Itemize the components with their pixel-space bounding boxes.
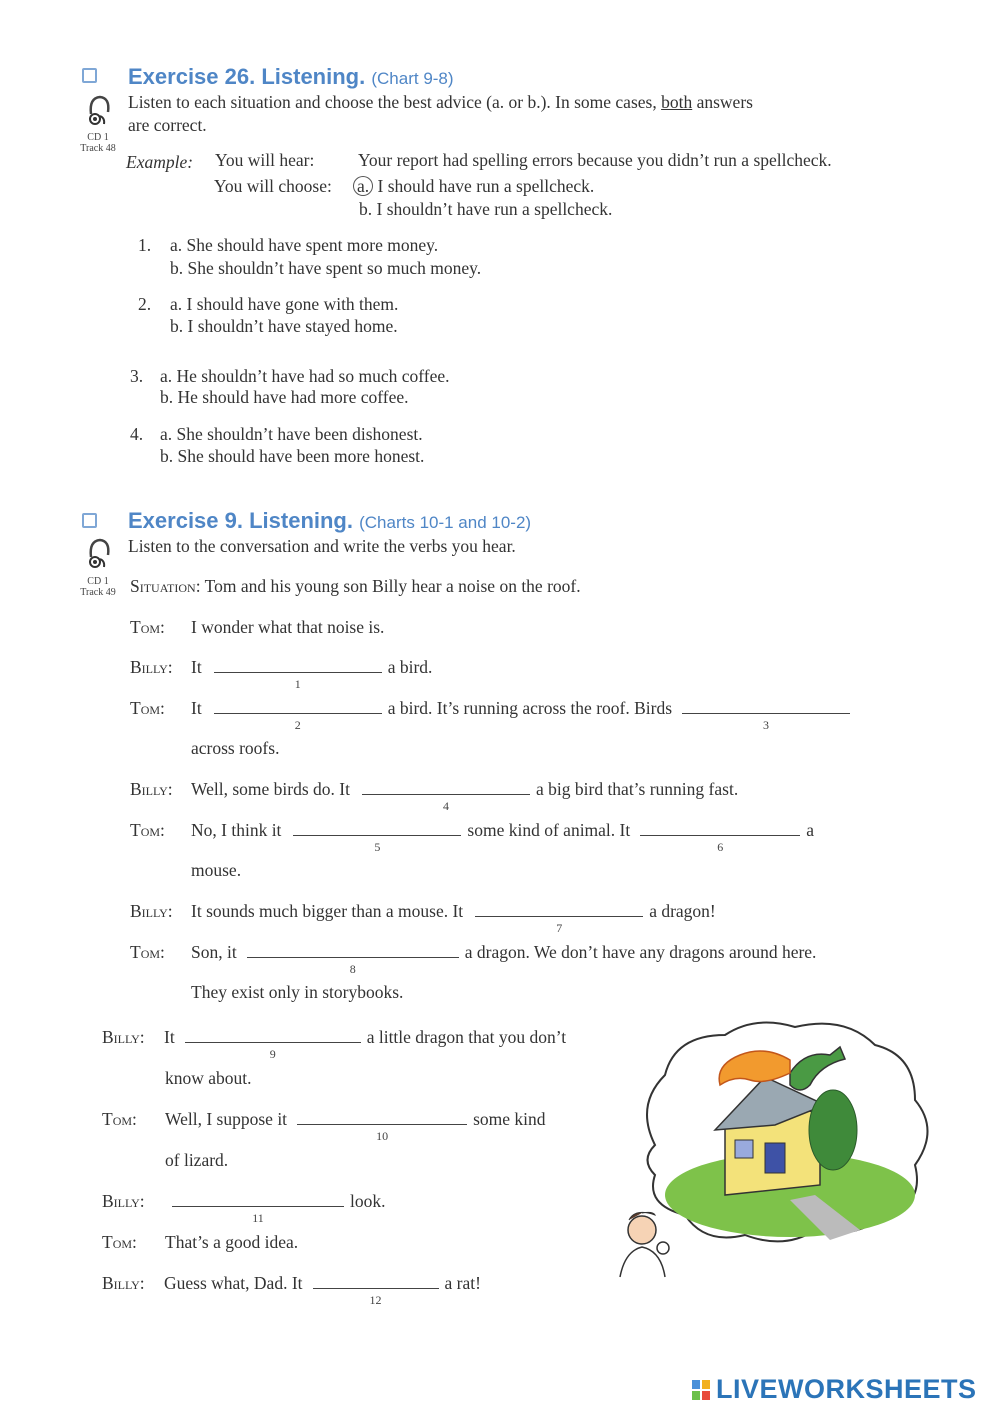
exercise-title: Exercise 9. Listening. <box>128 508 353 533</box>
blank-number: 10 <box>376 1129 389 1143</box>
instructions-both: both <box>661 92 693 112</box>
exercise-9-title <box>128 508 531 534</box>
cd-number: CD 1 <box>87 132 109 143</box>
dialogue-line <box>130 779 739 813</box>
item-number: 1. <box>138 235 152 255</box>
answer-blank-9[interactable] <box>185 1041 361 1061</box>
blank-number: 4 <box>443 799 449 813</box>
thought-dot <box>657 1242 669 1254</box>
instructions-line-2: are correct. <box>128 115 207 135</box>
dragon-house-illustration <box>615 1015 945 1290</box>
blank-number: 11 <box>252 1211 264 1225</box>
line-text: a little dragon that you don’t <box>366 1027 567 1047</box>
speaker-billy: Billy: <box>130 657 173 677</box>
example-answer-a <box>353 176 594 197</box>
cd-label <box>78 132 118 154</box>
dialogue-continuation: across roofs. <box>191 738 280 758</box>
checkbox-icon <box>82 68 97 83</box>
blank-number: 5 <box>374 840 381 854</box>
blank-number: 2 <box>294 718 301 732</box>
answer-blank-2[interactable] <box>214 712 382 732</box>
headphones-icon <box>86 535 112 571</box>
line-text: look. <box>350 1191 386 1211</box>
line-text: Son, it <box>191 942 237 962</box>
line-text: It <box>191 657 202 677</box>
example-label: Example: <box>126 152 194 172</box>
blank-number: 3 <box>763 718 770 732</box>
option-b[interactable]: b. She shouldn’t have spent so much money. <box>170 258 482 278</box>
line-text: That’s a good idea. <box>165 1232 299 1252</box>
situation-text: Tom and his young son Billy hear a noise on the roof. <box>204 576 581 596</box>
line-text: a big bird that’s running fast. <box>536 779 739 799</box>
speaker-tom: Tom: <box>102 1232 137 1252</box>
boy-head <box>628 1216 656 1244</box>
liveworksheets-logo-icon <box>692 1380 710 1400</box>
line-text: Guess what, Dad. It <box>164 1273 303 1293</box>
option-a[interactable]: a. I should have gone with them. <box>170 294 399 314</box>
line-text: No, I think it <box>191 820 282 840</box>
blank-number: 9 <box>269 1047 276 1061</box>
dialogue-continuation: They exist only in storybooks. <box>191 982 404 1002</box>
dialogue-continuation: mouse. <box>191 860 242 880</box>
option-a[interactable]: a. She should have spent more money. <box>170 235 439 255</box>
line-text: a <box>806 820 815 840</box>
cd-number: CD 1 <box>87 576 109 587</box>
option-b[interactable]: b. I shouldn’t have stayed home. <box>170 316 398 336</box>
instructions-text-2: answers <box>692 92 753 112</box>
track-number: Track 49 <box>80 587 116 598</box>
blank-number: 1 <box>294 677 301 691</box>
dialogue-continuation: know about. <box>165 1068 252 1088</box>
house-door <box>765 1143 785 1173</box>
line-text: It sounds much bigger than a mouse. It <box>191 901 464 921</box>
answer-blank-4[interactable] <box>362 793 530 813</box>
line-text: I wonder what that noise is. <box>191 617 385 637</box>
dialogue-line <box>102 1273 481 1307</box>
dialogue-line <box>130 942 817 976</box>
answer-blank-8[interactable] <box>247 956 459 976</box>
speaker-tom: Tom: <box>130 698 165 718</box>
instructions <box>128 92 753 113</box>
situation-label: Situation: <box>130 576 201 596</box>
answer-blank-5[interactable] <box>293 834 461 854</box>
speaker-billy: Billy: <box>102 1027 145 1047</box>
speaker-tom: Tom: <box>130 820 165 840</box>
dialogue-line <box>130 617 384 638</box>
you-will-hear-label: You will hear: <box>215 150 315 170</box>
line-text: some kind <box>473 1109 546 1129</box>
chart-reference: (Charts 10-1 and 10-2) <box>359 513 532 532</box>
dialogue-line <box>102 1109 546 1143</box>
heard-text: Your report had spelling errors because you didn’t run a spellcheck. <box>358 150 832 170</box>
dialogue-line <box>102 1027 567 1061</box>
item-number: 4. <box>130 424 144 444</box>
dialogue-line <box>102 1191 386 1225</box>
liveworksheets-logo-text: LIVEWORKSHEETS <box>716 1374 977 1404</box>
line-text: some kind of animal. It <box>467 820 631 840</box>
line-text: It <box>164 1027 175 1047</box>
line-text: Well, some birds do. It <box>191 779 350 799</box>
answer-blank-10[interactable] <box>297 1123 467 1143</box>
line-text: It <box>191 698 202 718</box>
dialogue-continuation: of lizard. <box>165 1150 229 1170</box>
speaker-tom: Tom: <box>130 942 165 962</box>
line-text: a dragon! <box>649 901 716 921</box>
option-a[interactable]: a. He shouldn’t have had so much coffee. <box>160 366 450 386</box>
headphones-icon <box>86 92 112 128</box>
speaker-billy: Billy: <box>130 779 173 799</box>
option-b[interactable]: b. She should have been more honest. <box>160 446 425 466</box>
line-text: a rat! <box>444 1273 481 1293</box>
circled-answer: a. <box>353 176 373 196</box>
example-answer-b: b. I shouldn’t have run a spellcheck. <box>359 199 613 219</box>
track-number: Track 48 <box>80 143 116 154</box>
blank-number: 7 <box>556 921 563 935</box>
dialogue-line <box>130 901 716 935</box>
answer-blank-7[interactable] <box>475 915 643 935</box>
blank-number: 8 <box>349 962 356 976</box>
tree <box>809 1090 857 1170</box>
blank-number: 6 <box>717 840 724 854</box>
dialogue-line <box>130 657 433 691</box>
dialogue-line <box>130 820 815 854</box>
line-text: a bird. It’s running across the roof. Birds <box>387 698 673 718</box>
dialogue-line <box>130 698 856 732</box>
answer-blank-6[interactable] <box>640 834 800 854</box>
line-text: a bird. <box>387 657 433 677</box>
speaker-billy: Billy: <box>102 1273 145 1293</box>
item-number: 3. <box>130 366 144 386</box>
line-text: a dragon. We don’t have any dragons around here. <box>464 942 817 962</box>
speaker-tom: Tom: <box>130 617 165 637</box>
option-b[interactable]: b. He should have had more coffee. <box>160 387 409 407</box>
option-a[interactable]: a. She shouldn’t have been dishonest. <box>160 424 423 444</box>
checkbox-icon <box>82 513 97 528</box>
speaker-tom: Tom: <box>102 1109 137 1129</box>
exercise-title: Exercise 26. Listening. <box>128 64 366 89</box>
speaker-billy: Billy: <box>102 1191 145 1211</box>
instructions: Listen to the conversation and write the verbs you hear. <box>128 536 516 556</box>
speaker-billy: Billy: <box>130 901 173 921</box>
line-text: Well, I suppose it <box>165 1109 288 1129</box>
answer-blank-12[interactable] <box>313 1287 439 1307</box>
situation <box>130 576 581 597</box>
blank-number: 12 <box>369 1293 382 1307</box>
you-will-choose-label: You will choose: <box>214 176 332 196</box>
instructions-text: Listen to each situation and choose the best advice (a. or b.). In some cases, <box>128 92 662 112</box>
dialogue-line <box>102 1232 298 1253</box>
example-answer-a-text: I should have run a spellcheck. <box>377 176 595 196</box>
exercise-26-title <box>128 64 454 90</box>
chart-reference: (Chart 9-8) <box>371 69 454 88</box>
house-window <box>735 1140 753 1158</box>
answer-blank-1[interactable] <box>214 671 382 691</box>
cd-label <box>78 576 118 598</box>
answer-blank-11[interactable] <box>172 1205 344 1225</box>
answer-blank-3[interactable] <box>682 712 850 732</box>
item-number: 2. <box>138 294 152 314</box>
